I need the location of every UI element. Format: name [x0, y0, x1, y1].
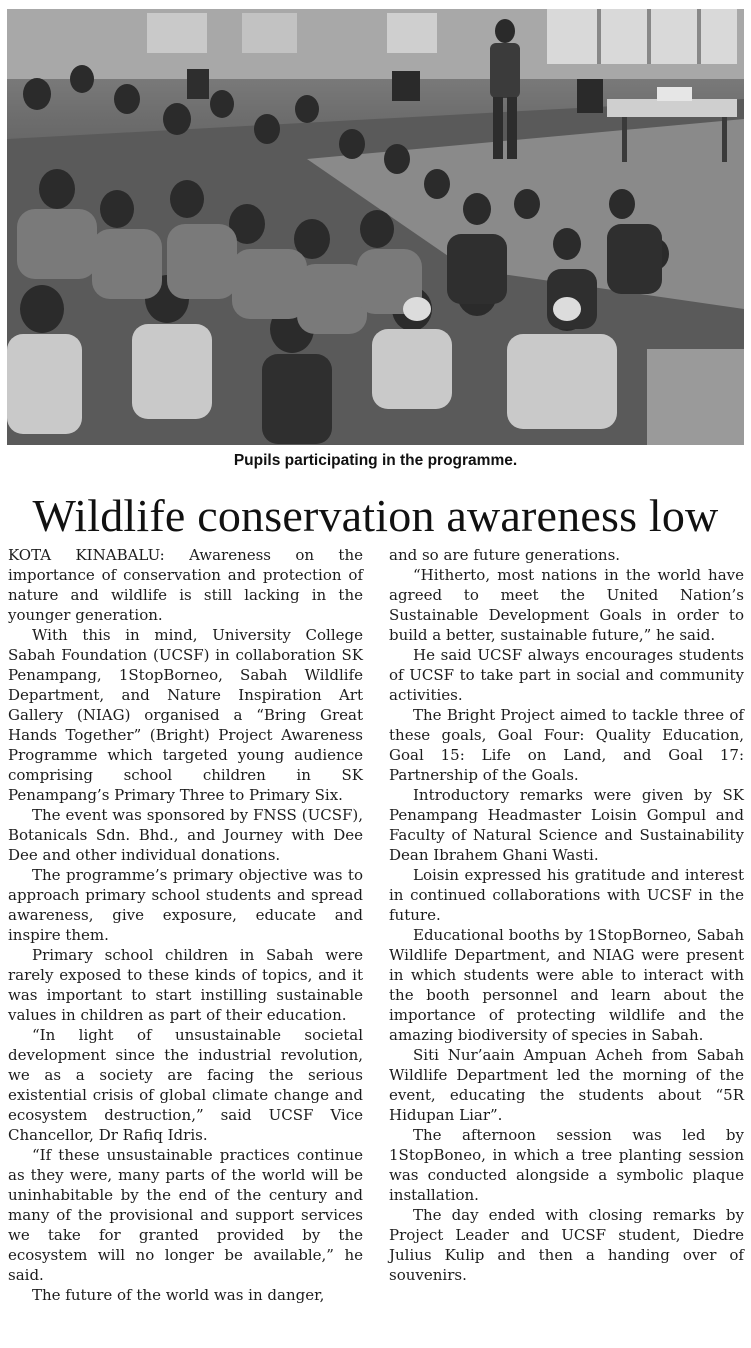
- article-headline: Wildlife conservation awareness low: [32, 490, 719, 541]
- paragraph: Siti Nur’aain Ampuan Acheh from Sabah Wildlife Department led the morning of the event, educating the students about “5R Hidupan Liar”.: [389, 1046, 744, 1124]
- paragraph: Primary school children in Sabah were rarely exposed to these kinds of topics, and it was important to start instilling sustainable values in children as part of their education.: [8, 946, 363, 1024]
- paragraph: and so are future generations.: [389, 546, 621, 564]
- paragraph: He said UCSF always encourages students of UCSF to take part in social and community activities.: [389, 646, 744, 704]
- paragraph: The programme’s primary objective was to approach primary school students and spread awareness, give exposure, educate and inspire them.: [8, 866, 363, 944]
- paragraph: “If these unsustainable practices continue as they were, many parts of the world will be uninhabitable by the end of the century and many of the provisional and support services we take for granted provided by the ecosystem will no longer be available,” he said.: [8, 1146, 363, 1284]
- paragraph: The afternoon session was led by 1StopBoneo, in which a tree planting session was conducted alongside a symbolic plaque installation.: [389, 1126, 744, 1204]
- paragraph: The event was sponsored by FNSS (UCSF), Botanicals Sdn. Bhd., and Journey with Dee Dee and other individual donations.: [8, 806, 363, 864]
- article-column-right: [389, 545, 744, 1285]
- paragraph: With this in mind, University College Sabah Foundation (UCSF) in collaboration SK Penampang, 1StopBorneo, Sabah Wildlife Department, and Nature Inspiration Art Gallery (NIAG) organised a “Bring Great Hands Together” (Bright) Project Awareness Programme which targeted young audience comprising school children in SK Penampang’s Primary Three to Primary Six.: [8, 626, 363, 804]
- paragraph: The Bright Project aimed to tackle three of these goals, Goal Four: Quality Education, Goal 15: Life on Land, and Goal 17: Partnership of the Goals.: [389, 706, 744, 784]
- paragraph: Introductory remarks were given by SK Penampang Headmaster Loisin Gompul and Faculty of Natural Science and Sustainability Dean Ibrahem Ghani Wasti.: [389, 786, 744, 864]
- article-column-left: [8, 545, 363, 1305]
- article-photo: [7, 9, 744, 445]
- paragraph: “Hitherto, most nations in the world have agreed to meet the United Nation’s Sustainable Development Goals in order to build a better, sustainable future,” he said.: [389, 566, 744, 644]
- paragraph: KOTA KINABALU: Awareness on the importance of conservation and protection of nature and wildlife is still lacking in the younger generation.: [8, 546, 363, 624]
- paragraph: Loisin expressed his gratitude and interest in continued collaborations with UCSF in the future.: [389, 866, 744, 924]
- paragraph: The future of the world was in danger,: [32, 1286, 325, 1304]
- photo-caption: Pupils participating in the programme.: [233, 452, 518, 469]
- classroom-scene-illustration: [7, 9, 744, 445]
- paragraph: Educational booths by 1StopBorneo, Sabah Wildlife Department, and NIAG were present in which students were able to interact with the booth personnel and learn about the importance of protecting wildlife and the amazing biodiversity of species in Sabah.: [389, 926, 744, 1044]
- paragraph: The day ended with closing remarks by Project Leader and UCSF student, Diedre Julius Kulip and then a handing over of souvenirs.: [389, 1206, 744, 1284]
- paragraph: “In light of unsustainable societal development since the industrial revolution, we as a society are facing the serious existential crisis of global climate change and ecosystem destruction,” said UCSF Vice Chancellor, Dr Rafiq Idris.: [8, 1026, 363, 1144]
